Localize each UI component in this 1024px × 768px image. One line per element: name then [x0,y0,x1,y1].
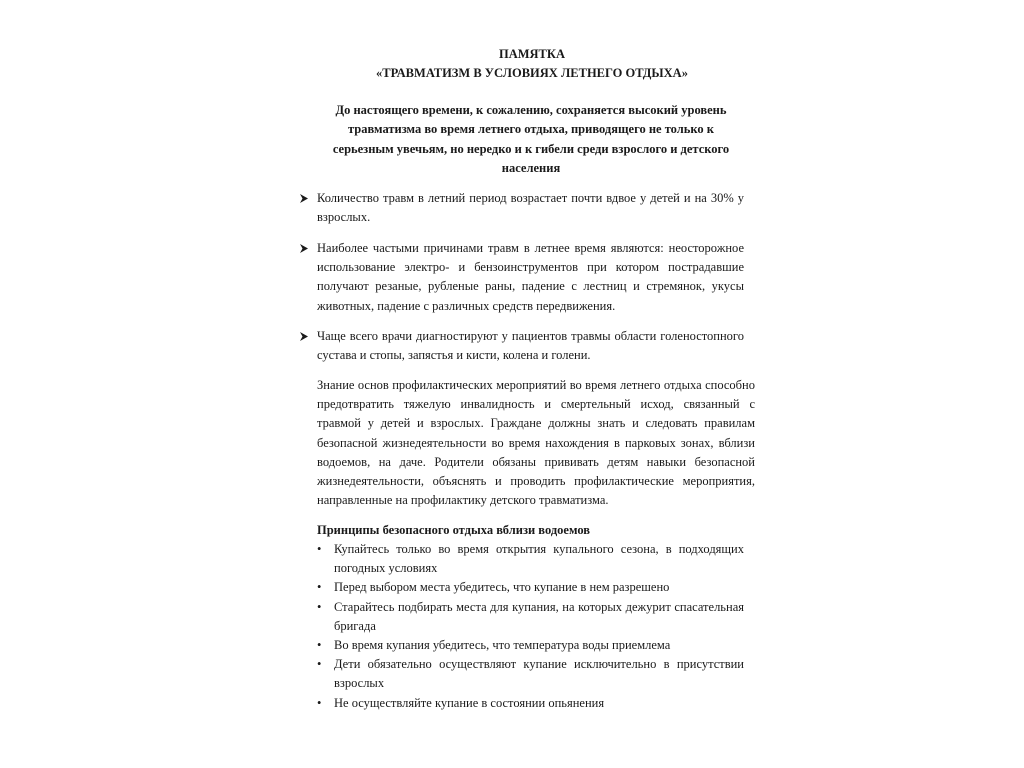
document-title: ПАМЯТКА [498,47,565,61]
bullet-list-item-text: Старайтесь подбирать места для купания, на которых дежурит спасательная бригада [334,599,744,633]
bullet-dot-icon: • [317,695,322,710]
document-subtitle: «ТРАВМАТИЗМ В УСЛОВИЯХ ЛЕТНЕГО ОТДЫХА» [376,66,688,80]
arrow-bullet-icon [298,327,310,346]
bullet-dot-icon: • [317,580,322,595]
arrow-list-item-text: Наиболее частыми причинами травм в летнее время являются: неосторожное использование электро- и бензоинструментов при котором пострадавшие получают резаные, рубленые раны, падение с лестниц и стремянок, укусы животных, падение с различных средств передвижения. [317,241,744,313]
bullet-dot-icon: • [317,542,322,556]
bullet-list-item [317,578,744,597]
bullet-list-item [317,694,744,713]
arrow-list-item [317,189,744,227]
arrow-list-item-text: Чаще всего врачи диагностируют у пациентов травмы области голеностопного сустава и стопы, запястья и кисти, колена и голени. [317,329,744,363]
safety-bullet-list [317,540,744,713]
bullet-dot-icon: • [317,657,322,672]
bullet-list-item-text: Купайтесь только во время открытия купального сезона, в подходящих погодных условиях [334,542,744,576]
arrow-list-item [317,327,744,365]
arrow-list-item [317,239,744,316]
bullet-dot-icon: • [317,638,322,653]
bullet-list-item-text: Во время купания убедитесь, что температура воды приемлема [334,638,671,653]
bullet-dot-icon: • [317,599,322,614]
bullet-list-item [317,540,744,578]
bullet-list-item-text: Перед выбором места убедитесь, что купание в нем разрешено [334,580,670,595]
bullet-list-item [317,655,744,693]
bullet-list-item-text: Не осуществляйте купание в состоянии опьянения [334,695,605,710]
arrow-list-item-text: Количество травм в летний период возрастает почти вдвое у детей и на 30% у взрослых. [317,191,744,225]
intro-paragraph: До настоящего времени, к сожалению, сохраняется высокий уровень травматизма во время летнего отдыха, приводящего не только к серьезным увечьям, но нередко и к гибели среди взрослого и детского населения [332,103,730,176]
arrow-bullet-icon [298,239,310,258]
arrow-bullet-icon [298,189,310,208]
prevention-paragraph: Знание основ профилактических мероприятий во время летнего отдыха способно предотвратить тяжелую инвалидность и смертельный исход, связанный с травмой у детей и взрослых. Граждане должны знать и следовать правилам безопасной жизнедеятельности во время нахождения в парковых зонах, вблизи водоемов, на даче. Родители обязаны прививать детям навыки безопасной жизнедеятельности, объяснять и проводить профилактические мероприятия, направленные на профилактику детского травматизма. [317,378,755,508]
section-heading: Принципы безопасного отдыха вблизи водоемов [317,523,591,537]
bullet-list-item [317,636,744,655]
bullet-list-item-text: Дети обязательно осуществляют купание исключительно в присутствии взрослых [334,657,744,691]
bullet-list-item [317,598,744,636]
